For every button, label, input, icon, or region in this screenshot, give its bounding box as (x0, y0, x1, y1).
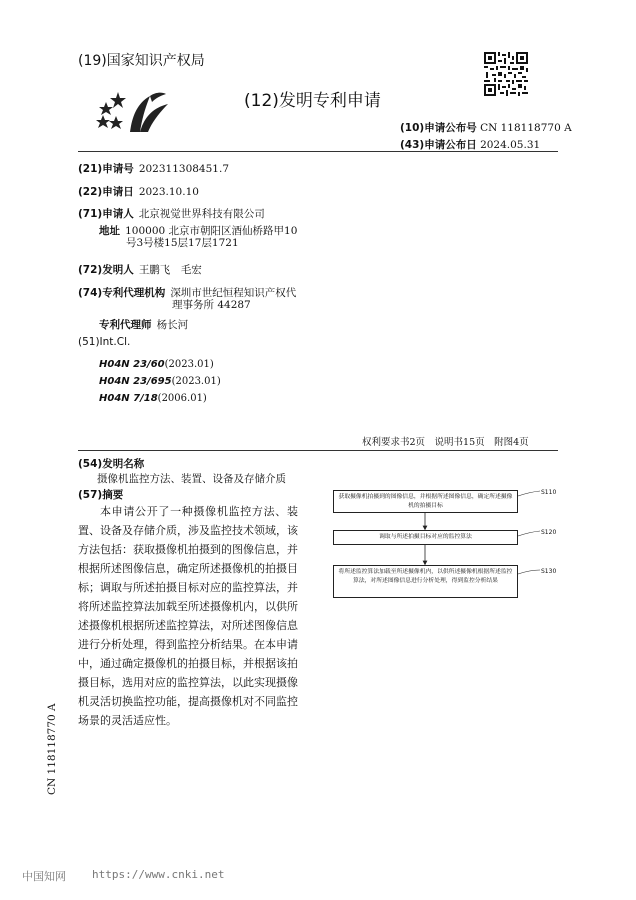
inventors (78, 258, 202, 277)
flowchart-connectors (320, 486, 550, 602)
leader-line (518, 570, 540, 574)
app-date-value: 2023.10.10 (138, 186, 199, 198)
abstract-label: (57)摘要 (78, 489, 124, 501)
footer-source: 中国知网 (22, 870, 66, 883)
pub-date-label: (43)申请公布日 (400, 139, 477, 151)
abstract-text: 本申请公开了一种摄像机监控方法、装置、设备及存储介质，涉及监控技术领域，该方法包括：获取摄像机拍摄到的图像信息，并根据所述图像信息，确定所述摄像机的拍摄目标；调取与所述拍摄目标对应的监控算法，并将所述监控算法加载至所述摄像机内，以供所述摄像机根据所述监控算法，对所述图像信息进行分析处理，得到监控分析结果。在本申请中，通过确定摄像机的拍摄目标，并根据该拍摄目标，选用对应的监控算法，以此实现摄像机灵活切换监控功能，提高摄像机对不同监控场景的灵活适应性。 (78, 505, 298, 727)
agency-line1: 深圳市世纪恒程知识产权代 (170, 287, 297, 299)
ipc-code: H04N 23/695 (99, 376, 172, 387)
agency-line2: 理事务所 44287 (172, 299, 251, 311)
pub-no-value: CN 118118770 A (480, 122, 572, 134)
side-publication-number: CN 118118770 A (46, 703, 58, 795)
doc-code: (12) (244, 91, 279, 111)
ipc-entry (99, 386, 207, 405)
invention-title: 摄像机监控方法、装置、设备及存储介质 (97, 473, 286, 485)
applicant-value: 北京视觉世界科技有限公司 (138, 208, 265, 220)
footer-url[interactable]: https://www.cnki.net (92, 868, 225, 881)
inventor-value: 王鹏飞 毛宏 (138, 264, 202, 276)
page-counts: 权利要求书2页 说明书15页 附图4页 (362, 437, 529, 448)
flowchart-step-box: 调取与所述拍摄目标对应的监控算法 (333, 530, 518, 545)
ipc-code: H04N 7/18 (99, 393, 158, 404)
address-line2: 号3号楼15层17层1721 (126, 237, 239, 249)
app-no-value: 202311308451.7 (138, 163, 229, 175)
leader-line (518, 531, 540, 536)
flowchart-step-label: S110 (541, 489, 557, 496)
doc-type: 发明专利申请 (278, 91, 381, 111)
counts-divider (78, 450, 558, 451)
ipc-code: H04N 23/60 (99, 359, 165, 370)
agent-value: 杨长河 (156, 319, 189, 331)
agency-label: (74)专利代理机构 (78, 287, 166, 299)
ipc-date: (2023.01) (171, 376, 221, 387)
address-label: 地址 (99, 225, 120, 237)
header-divider (78, 151, 558, 152)
address-line1: 100000 北京市朝阳区酒仙桥路甲10 (125, 225, 298, 237)
flowchart-step-label: S130 (541, 568, 557, 575)
flowchart-step-label: S120 (541, 529, 557, 536)
office-header (78, 50, 205, 70)
cnipa-logo-icon (96, 88, 176, 134)
office-name: 国家知识产权局 (106, 53, 205, 69)
application-date (78, 180, 199, 199)
pub-date-value: 2024.05.31 (480, 139, 541, 151)
office-code: (19) (78, 53, 107, 69)
patent-agent (99, 313, 188, 332)
flowchart-step-box: 获取摄像机拍摄到的图像信息，并根据所述图像信息，确定所述摄像机的拍摄目标 (333, 490, 518, 513)
flowchart-step-box: 将所述监控算法加载至所述摄像机内，以供所述摄像机根据所述监控算法，对所述图像信息进行分析处理，得到监控分析结果 (333, 565, 518, 598)
invention-title-label: (54)发明名称 (78, 458, 145, 470)
publication-date (400, 137, 540, 152)
pub-no-label: (10)申请公布号 (400, 122, 477, 134)
ipc-date: (2006.01) (157, 393, 207, 404)
inventor-label: (72)发明人 (78, 264, 134, 276)
agent-label: 专利代理师 (99, 319, 152, 331)
qr-code-icon (484, 52, 528, 96)
app-no-label: (21)申请号 (78, 163, 134, 175)
ipc-date: (2023.01) (164, 359, 214, 370)
document-type (244, 86, 381, 111)
intcl-label: (51)Int.Cl. (78, 336, 131, 348)
publication-number (400, 120, 572, 135)
application-number (78, 157, 229, 176)
app-date-label: (22)申请日 (78, 186, 134, 198)
leader-line (518, 491, 540, 496)
applicant-label: (71)申请人 (78, 208, 134, 220)
